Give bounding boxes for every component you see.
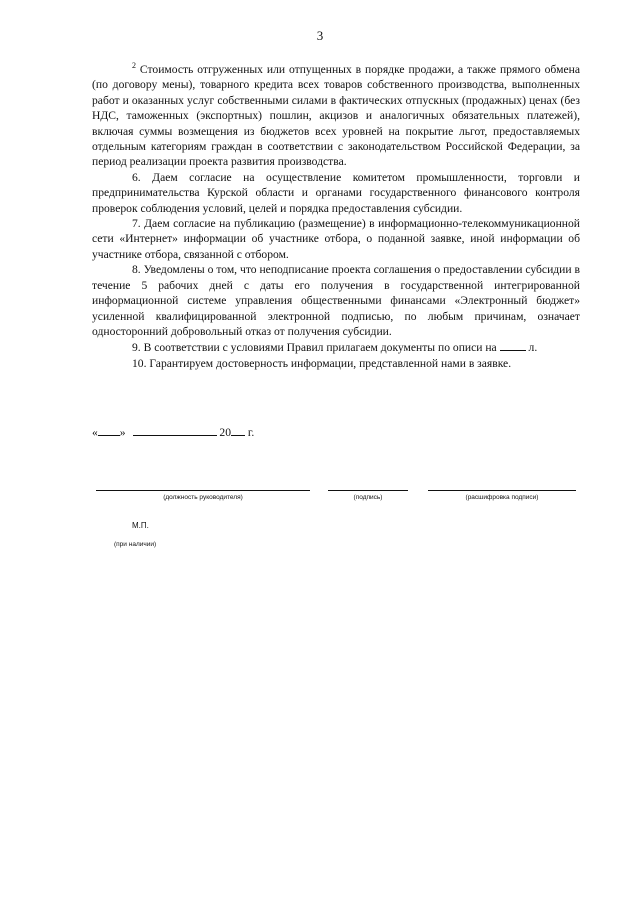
position-line: [96, 490, 310, 491]
year-suffix: г.: [247, 426, 255, 439]
paragraph-9-text: 9. В соответствии с условиями Правил прилагаем документы по описи на: [132, 341, 497, 355]
date-open-quote: «: [92, 426, 98, 439]
stamp-note: (при наличии): [114, 541, 157, 548]
paragraph-10: 10. Гарантируем достоверность информации, представленной нами в заявке.: [132, 356, 512, 370]
year-blank: [231, 424, 245, 436]
paragraph-7: 7. Даем согласие на публикацию (размещение) в информационно-телекоммуникационной сети «Интернет» информации об участнике отбора, о поданной заявке, иной информации об участнике отбора, связанной с отбором.: [92, 217, 580, 261]
stamp-label: М.П.: [132, 521, 149, 530]
date-line: [92, 424, 254, 439]
date-close-quote: »: [119, 426, 126, 439]
signature-line: [328, 490, 408, 491]
decoding-caption: (расшифровка подписи): [465, 494, 539, 501]
month-blank: [133, 424, 217, 436]
signature-caption: (подпись): [353, 494, 383, 501]
footnote-paragraph: [92, 62, 580, 170]
paragraph-9-end: л.: [528, 341, 538, 355]
page-number: 3: [316, 28, 324, 43]
paragraph-8: 8. Уведомлены о том, что неподписание проекта соглашения о предоставлении субсидии в течение 5 рабочих дней с даты его получения в государственной интегрированной информационной системе управления общественными финансами «Электронный бюджет» усиленной квалифицированной электронной подписью, по любым причинам, означает односторонний добровольный отказ от получения субсидии.: [92, 263, 580, 338]
decoding-line: [428, 490, 576, 491]
position-caption: (должность руководителя): [163, 494, 243, 501]
day-blank: [98, 424, 120, 436]
footnote-text: Стоимость отгруженных или отпущенных в порядке продажи, а также прямого обмена (по договору мены), товарного кредита всех товаров собственного производства, выполненных работ и оказанных услуг собственными силами в фактических отпускных (продажных) ценах (без НДС, таможенных (экспортных) пошлин, акцизов и аналогичных обязательных платежей), включая суммы возмещения из бюджетов всех уровней на покрытие льгот, предоставляемых отдельным категориям граждан в соответствии с законодательством Российской Федерации, за период реализации проекта развития производства.: [92, 63, 580, 169]
sheet-count-blank: [500, 339, 526, 351]
paragraph-6: 6. Даем согласие на осуществление комитетом промышленности, торговли и предпринимательства Курской области и органами государственного финансового контроля проверок соблюдения условий, целей и порядка предоставления субсидии.: [92, 170, 580, 215]
year-prefix: 20: [219, 426, 231, 439]
paragraph-9: [92, 339, 580, 355]
footnote-mark: 2: [132, 61, 136, 71]
document-body: [92, 62, 580, 371]
